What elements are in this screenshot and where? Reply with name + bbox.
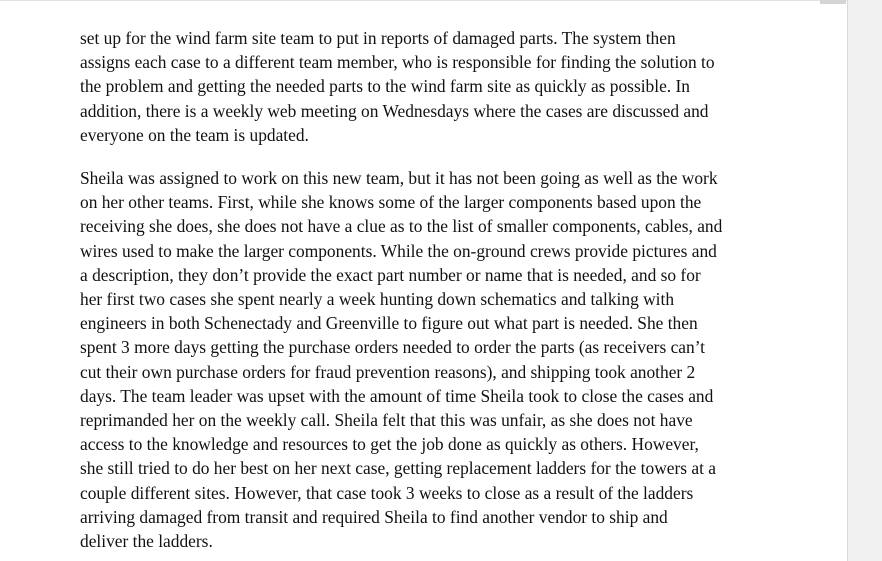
- paragraph-line: couple different sites. However, that case took 3 weeks to close as a result of the ladders: [80, 482, 694, 503]
- paragraph-2: [80, 166, 760, 553]
- paragraph-line: everyone on the team is updated.: [80, 124, 309, 145]
- paragraph-line: on her other teams. First, while she knows some of the larger components based upon the: [80, 192, 702, 213]
- paragraph-line: she still tried to do her best on her next case, getting replacement ladders for the towers at a: [80, 458, 716, 479]
- paragraph-line: spent 3 more days getting the purchase orders needed to order the parts (as receivers can’t: [80, 337, 706, 358]
- paragraph-line: the problem and getting the needed parts to the wind farm site as quickly as possible. In: [80, 76, 690, 97]
- paragraph-line: receiving she does, she does not have a clue as to the list of smaller components, cables, and: [80, 216, 723, 237]
- paragraph-line: days. The team leader was upset with the amount of time Sheila took to close the cases and: [80, 385, 714, 406]
- paragraph-line: Sheila was assigned to work on this new team, but it has not been going as well as the work: [80, 168, 718, 188]
- paragraph-line: addition, there is a weekly web meeting on Wednesdays where the cases are discussed and: [80, 100, 709, 121]
- paragraph-1: [80, 26, 760, 147]
- paragraph-line: reprimanded her on the weekly call. Sheila felt that this was unfair, as she does not have: [80, 410, 693, 431]
- paragraph-line: access to the knowledge and resources to get the job done as quickly as others. However,: [80, 434, 699, 455]
- paragraph-line: set up for the wind farm site team to put in reports of damaged parts. The system then: [80, 28, 676, 48]
- paragraph-line: a description, they don’t provide the exact part number or name that is needed, and so for: [80, 264, 701, 285]
- paragraph-line: wires used to make the larger components. While the on-ground crews provide pictures and: [80, 240, 717, 261]
- page-top-tab: [820, 0, 846, 4]
- paragraph-line: assigns each case to a different team member, who is responsible for finding the solution to: [80, 52, 715, 73]
- page-top-border: [0, 0, 847, 1]
- paragraph-line: arriving damaged from transit and required Sheila to find another vendor to ship and: [80, 506, 668, 527]
- paragraph-line: deliver the ladders.: [80, 531, 213, 552]
- paragraph-line: cut their own purchase orders for fraud prevention reasons), and shipping took another 2: [80, 361, 696, 382]
- paragraph-line: engineers in both Schenectady and Greenville to figure out what part is needed. She then: [80, 313, 698, 334]
- paragraph-line: her first two cases she spent nearly a week hunting down schematics and talking with: [80, 289, 675, 310]
- vertical-scrollbar[interactable]: [847, 0, 882, 561]
